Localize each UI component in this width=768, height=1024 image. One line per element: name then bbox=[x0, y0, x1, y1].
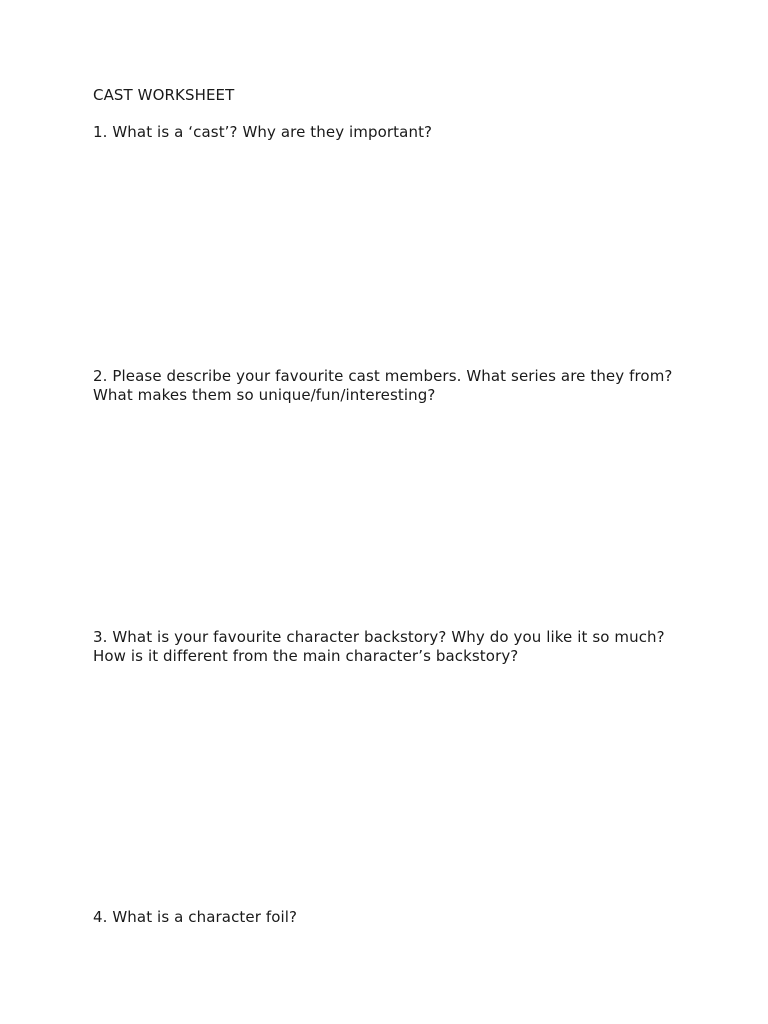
answer-space-2 bbox=[93, 410, 673, 620]
worksheet-title: CAST WORKSHEET bbox=[93, 86, 235, 104]
answer-space-4 bbox=[93, 935, 673, 1015]
question-3: 3. What is your favourite character backstory? Why do you like it so much? How is it different from the main character’s backstory? bbox=[93, 628, 665, 665]
answer-space-1 bbox=[93, 150, 673, 360]
question-4: 4. What is a character foil? bbox=[93, 908, 298, 926]
question-2: 2. Please describe your favourite cast members. What series are they from? What makes them so unique/fun/interesting? bbox=[93, 367, 673, 404]
question-1: 1. What is a ‘cast’? Why are they important? bbox=[93, 123, 433, 141]
answer-space-3 bbox=[93, 672, 673, 902]
